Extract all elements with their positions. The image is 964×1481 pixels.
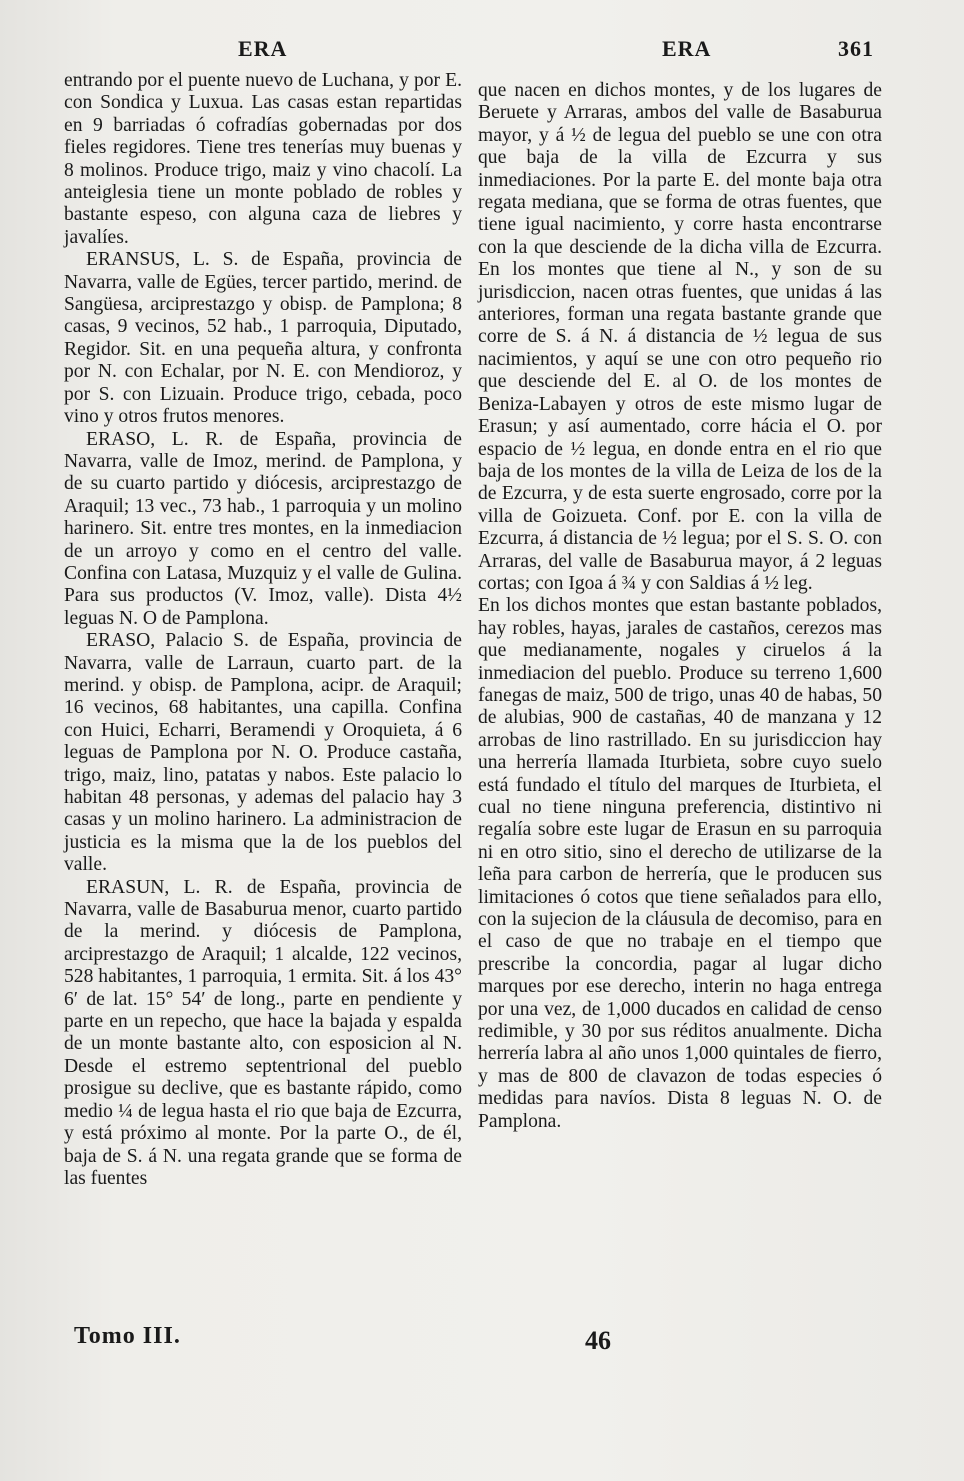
right-running-head: ERA [662,36,712,61]
volume-label: Tomo III. [74,1323,181,1349]
paragraph: ERASO, L. R. de España, provincia de Navarra, valle de Imoz, merind. de Pamplona, y de su cuarto partido y diócesis, arciprestazgo de Araquil; 13 vec., 73 hab., 1 parroquia y un molino harinero. Sit. entre tres montes, en la inmediacion de un arroyo y como en el centro del valle. Confina con Latasa, Muzquiz y el valle de Gulina. Para sus productos (V. Imoz, valle). Dista 4½ leguas N. O de Pamplona. [64,428,462,629]
left-running-head: ERA [238,36,288,61]
paragraph: ERASO, Palacio S. de España, provincia de Navarra, valle de Larraun, cuarto part. de la merind. y obisp. de Pamplona, acipr. de Araquil; 16 vecinos, 68 habitantes, una capilla. Confina con Huici, Echarri, Beramendi y Oroquieta, á 6 leguas de Pamplona por N. O. Produce castaña, trigo, maiz, lino, patatas y nabos. Este palacio lo habitan 48 personas, y ademas del palacio hay 3 casas y un molino harinero. La administracion de justicia es la misma que la de los pueblos del valle. [64,630,462,876]
left-column [64,70,462,1190]
paragraph: ERASUN, L. R. de España, provincia de Navarra, valle de Basaburua menor, cuarto partido de la merind. y diócesis de Pamplona, arciprestazgo de Araquil; 1 alcalde, 122 vecinos, 528 habitantes, 1 parroquia, 1 ermita. Sit. á los 43° 6′ de lat. 15° 54′ de long., parte en pendiente y parte en un repecho, que hace la bajada y espalda de un monte bastante alto, con esposicion al N. Desde el estremo septentrional del pueblo prosigue su declive, que es bastante rápido, como medio ¼ de legua hasta el rio que baja de Ezcurra, y está próximo al monte. Por la parte O., de él, baja de S. á N. una regata grande que se forma de las fuentes [64,876,462,1189]
paragraph: ERANSUS, L. S. de España, provincia de Navarra, valle de Egües, tercer partido, merind. de Sangüesa, arciprestazgo y obisp. de Pamplona; 8 casas, 9 vecinos, 52 hab., 1 parroquia, Diputado, Regidor. Sit. en una pequeña altura, y confronta por N. con Echalar, por N. E. con Mendioroz, y por S. con Lizuain. Produce trigo, cebada, poco vino y otros frutos menores. [64,249,462,428]
signature-mark: 46 [585,1326,611,1355]
paragraph: entrando por el puente nuevo de Luchana, y por E. con Sondica y Luxua. Las casas estan repartidas en 9 barriadas ó cofradías gobernadas por dos fieles regidores. Tiene tres tenerías muy buenas y 8 molinos. Produce trigo, maiz y vino chacolí. La anteiglesia tiene un monte poblado de robles y bastante espeso, con alguna caza de liebres y javalíes. [64,70,462,248]
paragraph: que nacen en dichos montes, y de los lugares de Beruete y Arraras, ambos del valle de Basaburua mayor, y á ½ de legua del pueblo se une con otra que baja de la villa de Ezcurra y sus inmediaciones. Por la parte E. del monte baja otra regata mediana, que se forma de otras fuentes, que tiene igual nacimiento, y corre hasta encontrarse con la que desciende de la dicha villa de Ezcurra. En los montes que tiene al N., y son de su jurisdiccion, nacen otras fuentes, que unidas á las anteriores, forman una regata bastante grande que corre de S. á N. á distancia de ½ legua de sus nacimientos, y aquí se une con otro pequeño rio que desciende del E. al O. de los montes de Beniza-Labayen y otros de este mismo lugar de Erasun; y así aumentado, corre hácia el O. por espacio de ½ legua, en donde entra en el rio que baja de los montes de la villa de Leiza de los de la de Ezcurra, y de esta suerte engrosado, corre por la villa de Goizueta. Conf. por E. con la villa de Ezcurra, á distancia de ½ legua; por el S. S. O. con Arraras, del valle de Basaburua mayor, á 2 leguas cortas; con Igoa á ¾ y con Saldias á ½ leg. [478,80,882,594]
page-number: 361 [838,36,874,61]
right-column [478,80,882,1133]
paragraph: En los dichos montes que estan bastante poblados, hay robles, hayas, jarales de castaños, cerezos mas que medianamente, nogales y ciruelos á la inmediacion del pueblo. Produce su terreno 1,600 fanegas de maiz, 500 de trigo, unas 40 de habas, 50 de alubias, 900 de castañas, 40 de manzana y 12 arrobas de lino rastrillado. En su jurisdiccion hay una herrería llamada Iturbieta, sobre cuyo suelo está fundado el título del marques de Iturbieta, el cual no tiene ninguna preferencia, distintivo ni regalía sobre este lugar de Erasun en su parroquia ni en otro sitio, sino el derecho de utilizarse de la leña para carbon de herrería, que le producen sus limitaciones ó cotos que tiene señalados para ello, con la sujecion de la cláusula de decomiso, para en el caso de que no trabaje en el tiempo que prescribe la concordia, pagar al lugar dicho marques por ese derecho, interin no haga entrega por una vez, de 1,000 ducados en calidad de censo redimible, y 30 por sus réditos anualmente. Dicha herrería labra al año unos 1,000 quintales de fierro, y mas de 800 de clavazon de todas especies ó medidas para navíos. Dista 8 leguas N. O. de Pamplona. [478,595,882,1132]
